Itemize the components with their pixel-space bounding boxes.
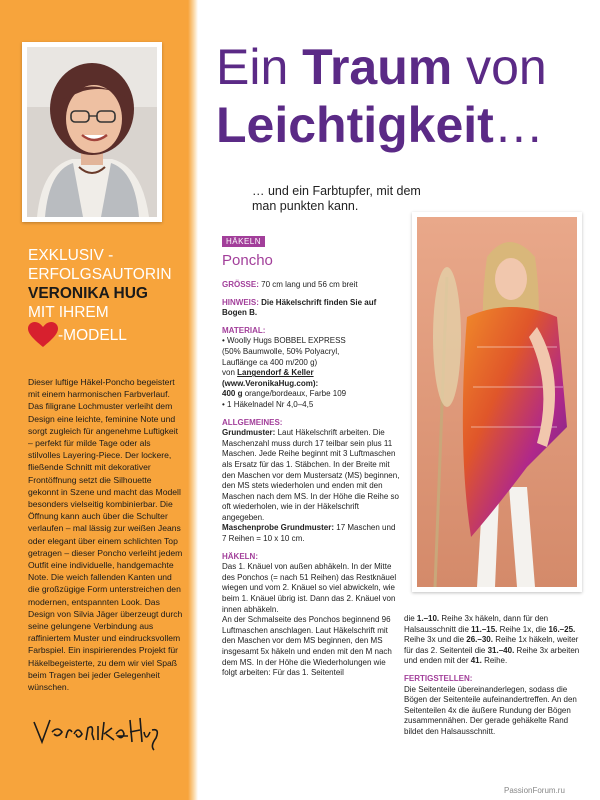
title-line-1: Ein Traum von: [216, 39, 547, 95]
maschenprobe-text: Maschenprobe Grundmuster: 17 Maschen und 7 Reihen = 10 x 10 cm.: [222, 523, 396, 544]
author-name: VERONIKA HUG: [28, 285, 148, 302]
sidebar-torn-edge: [188, 0, 198, 800]
material-line: Lauflänge ca 400 m/200 g): [222, 357, 318, 367]
model-photo-frame: [412, 212, 582, 592]
heading-exklusiv: EXKLUSIV -: [28, 247, 114, 264]
material-line: • 1 Häkelnadel Nr 4,0–4,5: [222, 399, 314, 409]
author-photo: [27, 47, 157, 217]
author-signature: [32, 712, 162, 752]
fertigstellen-label: FERTIGSTELLEN:: [404, 673, 473, 683]
category-tag: HÄKELN: [222, 236, 265, 247]
author-photo-frame: [22, 42, 162, 222]
heart-icon: [28, 322, 58, 348]
intro-paragraph: Dieser luftige Häkel-Poncho begeistert mit einem harmonischen Farbverlauf. Das filigrane Lochmuster verleiht dem Design eine leichte, feminine Note und sorgt zugleich für angenehme Luftigkeit – perfekt für milde Tage oder als stilvolles Layering-Piece. Der lockere, fließende Schnitt mit dekorativer Frontöffnung setzt die Silhouette gekonnt in Szene und macht das Modell besonders vielseitig kombinierbar. Die Öffnung kann auch über die Schulter verlaufen – mal lässig zur weißen Jeans oder elegant über einem schlichten Top getragen – dieser Poncho verleiht jedem Outfit eine individuelle, handgemachte Note. Die weich fallenden Kanten und die großzügige Form unterstreichen den modernen, entspannten Look. Das Design von Silvia Jäger überzeugt durch seine gelungene Verbindung aus raffiniertem Muster und eindrucksvollem Farbspiel. Ein inspirierendes Projekt für Häkelbegeisterte, zu dem wir viel Spaß beim Tragen bei jeder Gelegenheit wünschen.: [28, 377, 183, 693]
page-title: [216, 38, 586, 154]
material-line: (50% Baumwolle, 50% Polyacryl,: [222, 346, 340, 356]
material-line: 400 g orange/bordeaux, Farbe 109: [222, 389, 347, 399]
material-line: (www.VeronikaHug.com):: [222, 378, 319, 388]
heading-modell-row: [28, 322, 188, 348]
allgemeines-label: ALLGEMEINES:: [222, 417, 283, 427]
pattern-name: Poncho: [222, 252, 273, 269]
watermark: PassionForum.ru: [504, 786, 565, 795]
subtitle: … und ein Farbtupfer, mit dem man punkten kann.: [252, 184, 421, 213]
author-heading: [28, 246, 188, 348]
title-line-2: Leichtigkeit…: [216, 97, 544, 153]
heading-mit-ihrem: MIT IHREM: [28, 304, 109, 321]
model-photo: [417, 217, 577, 587]
heading-erfolgsautorin: ERFOLGSAUTORIN: [28, 266, 172, 283]
heading-modell: -MODELL: [58, 326, 127, 344]
rows-instructions: die 1.–10. Reihe 3x häkeln, dann für den Halsausschnitt die 11.–15. Reihe 1x, die 16.–25. Reihe 3x und die 26.–30. Reihe 1x häkeln, weiter für das 2. Seitenteil die 31.–40. Reihe 3x arbeiten und enden mit der 41. Reihe.: [404, 614, 580, 666]
instructions-column-2: [404, 614, 588, 738]
material-line: von Langendorf & Keller: [222, 368, 314, 378]
material-line: • Woolly Hugs BOBBEL EXPRESS: [222, 336, 346, 346]
supplier-link[interactable]: Langendorf & Keller: [237, 368, 314, 378]
fertigstellen-text: Die Seitenteile übereinanderlegen, sodass die Bögen der Seitenteile aufeinandertreffen. An den Seitenteilen 4x die äußere Rundung der Bögen zusammennähen. Der gerade gehäkelte Rand bildet den Halsausschnitt.: [404, 684, 577, 736]
haekeln-text-2: An der Schmalseite des Ponchos beginnend 96 Luftmaschen anschlagen. Laut Häkelschrift mit den Maschen vor dem MS beginnen, den MS insgesamt 5x häkeln und enden mit den M nach dem MS. In der Höhe die Wiederholungen wie folgt arbeiten: Für das 1. Seitenteil: [222, 615, 392, 678]
groesse: GRÖSSE: 70 cm lang und 56 cm breit: [222, 280, 358, 289]
instructions-column-1: [222, 280, 400, 679]
haekeln-label: HÄKELN:: [222, 551, 258, 561]
material-label: MATERIAL:: [222, 325, 266, 335]
haekeln-text-1: Das 1. Knäuel von außen abhäkeln. In der Mitte des Ponchos (= nach 51 Reihen) das Restknäuel wiegen und vom 2. Knäuel so viel abwickeln, wie beim 1. Knäuel übrig ist. Dann das 2. Knäuel von innen abhäkeln.: [222, 562, 397, 614]
grundmuster-text: Grundmuster: Laut Häkelschrift arbeiten. Die Maschenzahl muss durch 17 teilbar sein plus 11 Maschen. Jede Reihe beginnt mit 3 Luftmaschen als Ersatz für das 1. Stäbchen. In der Breite mit den Maschen vor dem Mustersatz (MS) beginnen, den MS stets wiederholen und enden mit den Maschen nach dem MS. In der Höhe die Reihe so oft wiederholen, wie in der Häkelschrift angegeben.: [222, 428, 400, 522]
hinweis: HINWEIS: Die Häkelschrift finden Sie auf Bogen B.: [222, 297, 377, 318]
